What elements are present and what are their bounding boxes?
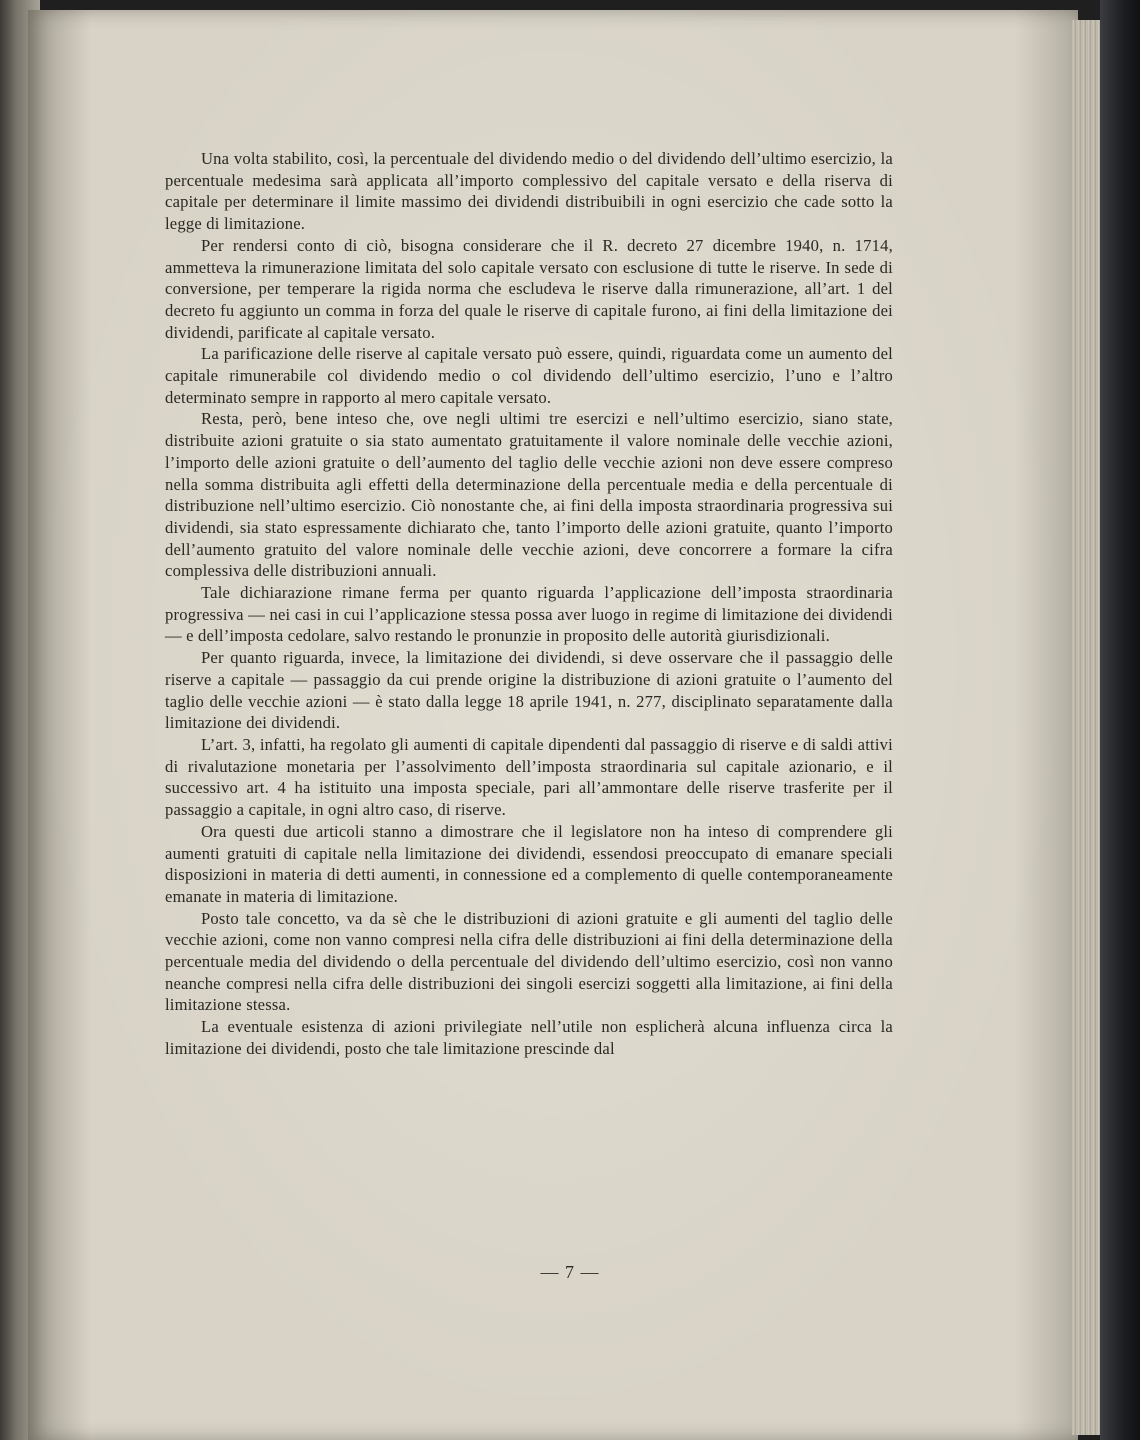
paragraph: Per quanto riguarda, invece, la limitazione dei dividendi, si deve osservare che il passaggio delle riserve a capitale — passaggio da cui prende origine la distribuzione di azioni gratuite o l’aumento del taglio delle vecchie azioni — è stato dalla legge 18 aprile 1941, n. 277, disciplinato separatamente dalla limitazione dei dividendi. xyxy=(165,648,893,733)
paragraph: Ora questi due articoli stanno a dimostrare che il legislatore non ha inteso di comprendere gli aumenti gratuiti di capitale nella limitazione dei dividendi, essendosi preoccupato di emanare speciali disposizioni in materia di detti aumenti, in connessione ed a complemento di quelle contemporaneamente emanate in materia di limitazione. xyxy=(165,821,893,906)
page-number: — 7 — xyxy=(540,1262,600,1282)
book-cover-edge xyxy=(1100,0,1140,1440)
paragraph: Per rendersi conto di ciò, bisogna considerare che il R. decreto 27 dicembre 1940, n. 1714, ammetteva la rimunerazione limitata del solo capitale versato con esclusione di tutte le riserve. In sede di conversione, per temperare la rigida norma che escludeva le riserve dalla rimunerazione, all’art. 1 del decreto fu aggiunto un comma in forza del quale le riserve di capitale furono, ai fini della limitazione dei dividendi, parificate al capitale versato. xyxy=(165,235,893,342)
page-body-text xyxy=(165,148,893,1060)
paragraph: Resta, però, bene inteso che, ove negli ultimi tre esercizi e nell’ultimo esercizio, siano state, distribuite azioni gratuite o sia stato aumentato gratuitamente il valore nominale delle vecchie azioni, l’importo delle azioni gratuite o dell’aumento del taglio delle vecchie azioni non deve essere compreso nella somma distribuita agli effetti della determinazione della percentuale media e della percentuale di distribuzione nell’ultimo esercizio. Ciò nonostante che, ai fini della imposta straordinaria progressiva sui dividendi, sia stato espressamente dichiarato che, tanto l’importo delle azioni gratuite, quanto l’importo dell’aumento gratuito del valore nominale delle vecchie azioni, deve concorrere a formare la cifra complessiva delle distribuzioni annuali. xyxy=(165,409,893,581)
paragraph: Una volta stabilito, così, la percentuale del dividendo medio o del dividendo dell’ultimo esercizio, la percentuale medesima sarà applicata all’importo complessivo del capitale versato e della riserva di capitale per determinare il limite massimo dei dividendi distribuibili in ogni esercizio che cade sotto la legge di limitazione. xyxy=(165,149,893,234)
paragraph: L’art. 3, infatti, ha regolato gli aumenti di capitale dipendenti dal passaggio di riserve e di saldi attivi di rivalutazione monetaria per l’assolvimento dell’imposta straordinaria sul capitale azionario, e il successivo art. 4 ha istituito una imposta speciale, pari all’ammontare delle riserve trasferite per il passaggio a capitale, in ogni altro caso, di riserve. xyxy=(165,734,893,820)
page-stack-edge xyxy=(1072,20,1102,1435)
paragraph: Tale dichiarazione rimane ferma per quanto riguarda l’applicazione dell’imposta straordinaria progressiva — nei casi in cui l’applicazione stessa possa aver luogo in regime di limitazione dei dividendi — e dell’imposta cedolare, salvo restando le pronunzie in proposito delle autorità giurisdizionali. xyxy=(165,583,893,646)
paragraph: Posto tale concetto, va da sè che le distribuzioni di azioni gratuite e gli aumenti del taglio delle vecchie azioni, come non vanno compresi nella cifra delle distribuzioni ai fini della determinazione della percentuale media del dividendo o della percentuale del dividendo dell’ultimo esercizio, così non vanno neanche compresi nella cifra delle distribuzioni dei singoli esercizi soggetti alla limitazione, ai fini della limitazione stessa. xyxy=(165,908,893,1015)
paragraph: La parificazione delle riserve al capitale versato può essere, quindi, riguardata come un aumento del capitale rimunerabile col dividendo medio o col dividendo dell’ultimo esercizio, l’uno e l’altro determinato sempre in rapporto al mero capitale versato. xyxy=(165,344,893,407)
paragraph: La eventuale esistenza di azioni privilegiate nell’utile non esplicherà alcuna influenza circa la limitazione dei dividendi, posto che tale limitazione prescinde dal xyxy=(165,1017,893,1058)
